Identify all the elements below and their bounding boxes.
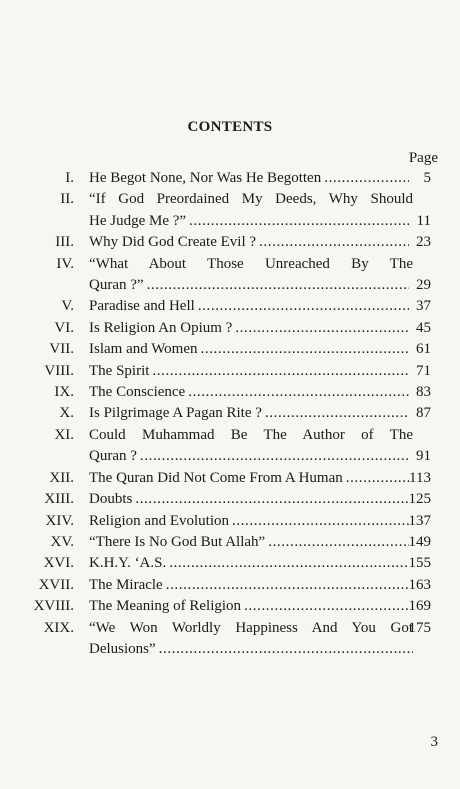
chapter-number: XV. [50, 533, 74, 550]
toc-entry [0, 403, 460, 424]
chapter-title: Islam and Women [89, 341, 198, 358]
chapter-number: VII. [49, 341, 74, 358]
chapter-title: “There Is No God But Allah” [89, 533, 266, 550]
chapter-number: XI. [54, 426, 74, 443]
dot-leader [140, 446, 409, 467]
chapter-title: The Conscience [89, 384, 186, 401]
dot-leader [268, 532, 409, 553]
page-number: 87 [416, 405, 431, 422]
dot-leader [265, 403, 409, 424]
page-number: 163 [408, 576, 431, 593]
toc-entry [0, 382, 460, 403]
chapter-number: VIII. [44, 362, 74, 379]
dot-leader [235, 318, 409, 339]
page-number: 61 [416, 341, 431, 358]
toc-entry [0, 575, 460, 596]
dot-leader [152, 361, 409, 382]
dot-leader [198, 296, 409, 317]
page-number: 45 [416, 319, 431, 336]
chapter-title-continued: Delusions” [89, 640, 156, 657]
page-number: 5 [423, 170, 431, 186]
chapter-number: XVIII. [33, 598, 74, 615]
page-number: 125 [408, 491, 431, 508]
chapter-title: “What About Those Unreached By The [89, 255, 413, 272]
toc-entry [0, 468, 460, 489]
toc-entry [0, 596, 460, 617]
table-of-contents [0, 168, 460, 660]
dot-leader [169, 553, 409, 574]
page-number: 37 [416, 298, 431, 315]
page-number: 91 [416, 448, 431, 465]
toc-entry [0, 553, 460, 574]
dot-leader [201, 339, 410, 360]
toc-entry [0, 232, 460, 253]
chapter-title-continued: Quran ?” [89, 277, 144, 294]
chapter-number: IX. [54, 384, 74, 401]
page-number: 71 [416, 362, 431, 379]
dot-leader [232, 511, 409, 532]
dot-leader [135, 489, 409, 510]
chapter-title: Could Muhammad Be The Author of The [89, 426, 413, 443]
chapter-number: IV. [56, 255, 74, 272]
chapter-number: XIV. [45, 512, 74, 529]
toc-entry [0, 339, 460, 360]
chapter-title: Is Religion An Opium ? [89, 319, 233, 336]
chapter-title: Is Pilgrimage A Pagan Rite ? [89, 405, 262, 422]
chapter-title: The Miracle [89, 576, 163, 593]
toc-entry [0, 318, 460, 339]
chapter-title: The Spirit [89, 362, 150, 379]
page-number: 155 [408, 555, 431, 572]
chapter-title: “If God Preordained My Deeds, Why Should [89, 191, 413, 208]
chapter-title: Religion and Evolution [89, 512, 229, 529]
dot-leader [259, 232, 409, 253]
dot-leader [159, 639, 413, 660]
toc-entry [0, 532, 460, 553]
page-number: 83 [416, 384, 431, 401]
page-number: 23 [416, 234, 431, 251]
page-column-header: Page [408, 150, 438, 166]
toc-entry [0, 168, 460, 189]
chapter-number: II. [60, 191, 74, 208]
page-number: 169 [408, 598, 431, 615]
page-number: 149 [408, 533, 431, 550]
chapter-title: The Quran Did Not Come From A Human [89, 469, 343, 486]
contents-title: CONTENTS [187, 119, 273, 135]
chapter-title: The Meaning of Religion [89, 598, 242, 615]
chapter-title-continued: Quran ? [89, 448, 137, 465]
chapter-number: XIII. [44, 491, 74, 508]
toc-entry [0, 254, 460, 297]
chapter-number: III. [55, 234, 74, 251]
chapter-title: Doubts [89, 491, 133, 508]
dot-leader [147, 275, 409, 296]
chapter-number: VI. [54, 319, 74, 336]
dot-leader [324, 168, 409, 189]
dot-leader [244, 596, 409, 617]
toc-entry [0, 361, 460, 382]
chapter-number: X. [59, 405, 74, 422]
dot-leader [346, 468, 409, 489]
chapter-number: XII. [49, 469, 74, 486]
chapter-number: V. [61, 298, 74, 315]
chapter-title-continued: He Judge Me ?” [89, 212, 187, 229]
toc-entry [0, 189, 460, 232]
toc-entry [0, 618, 460, 661]
dot-leader [188, 382, 409, 403]
chapter-title: Paradise and Hell [89, 298, 195, 315]
dot-leader [189, 211, 409, 232]
page-number: 137 [408, 512, 431, 529]
chapter-number: I. [65, 170, 74, 186]
chapter-number: XIX. [43, 619, 74, 636]
toc-entry [0, 425, 460, 468]
chapter-number: XVII. [38, 576, 74, 593]
page-number: 11 [416, 212, 431, 229]
chapter-title: Why Did God Create Evil ? [89, 234, 257, 251]
toc-entry [0, 511, 460, 532]
dot-leader [166, 575, 409, 596]
chapter-title: He Begot None, Nor Was He Begotten [89, 170, 322, 186]
page-number: 113 [409, 469, 431, 486]
chapter-title: “We Won Worldly Happiness And You Got [89, 619, 413, 636]
toc-entry [0, 296, 460, 317]
page-number: 175 [408, 619, 431, 636]
page-number: 29 [416, 277, 431, 294]
toc-entry [0, 489, 460, 510]
chapter-title: K.H.Y. ‘A.S. [89, 555, 167, 572]
folio-page-number: 3 [430, 734, 438, 750]
chapter-number: XVI. [43, 555, 74, 572]
